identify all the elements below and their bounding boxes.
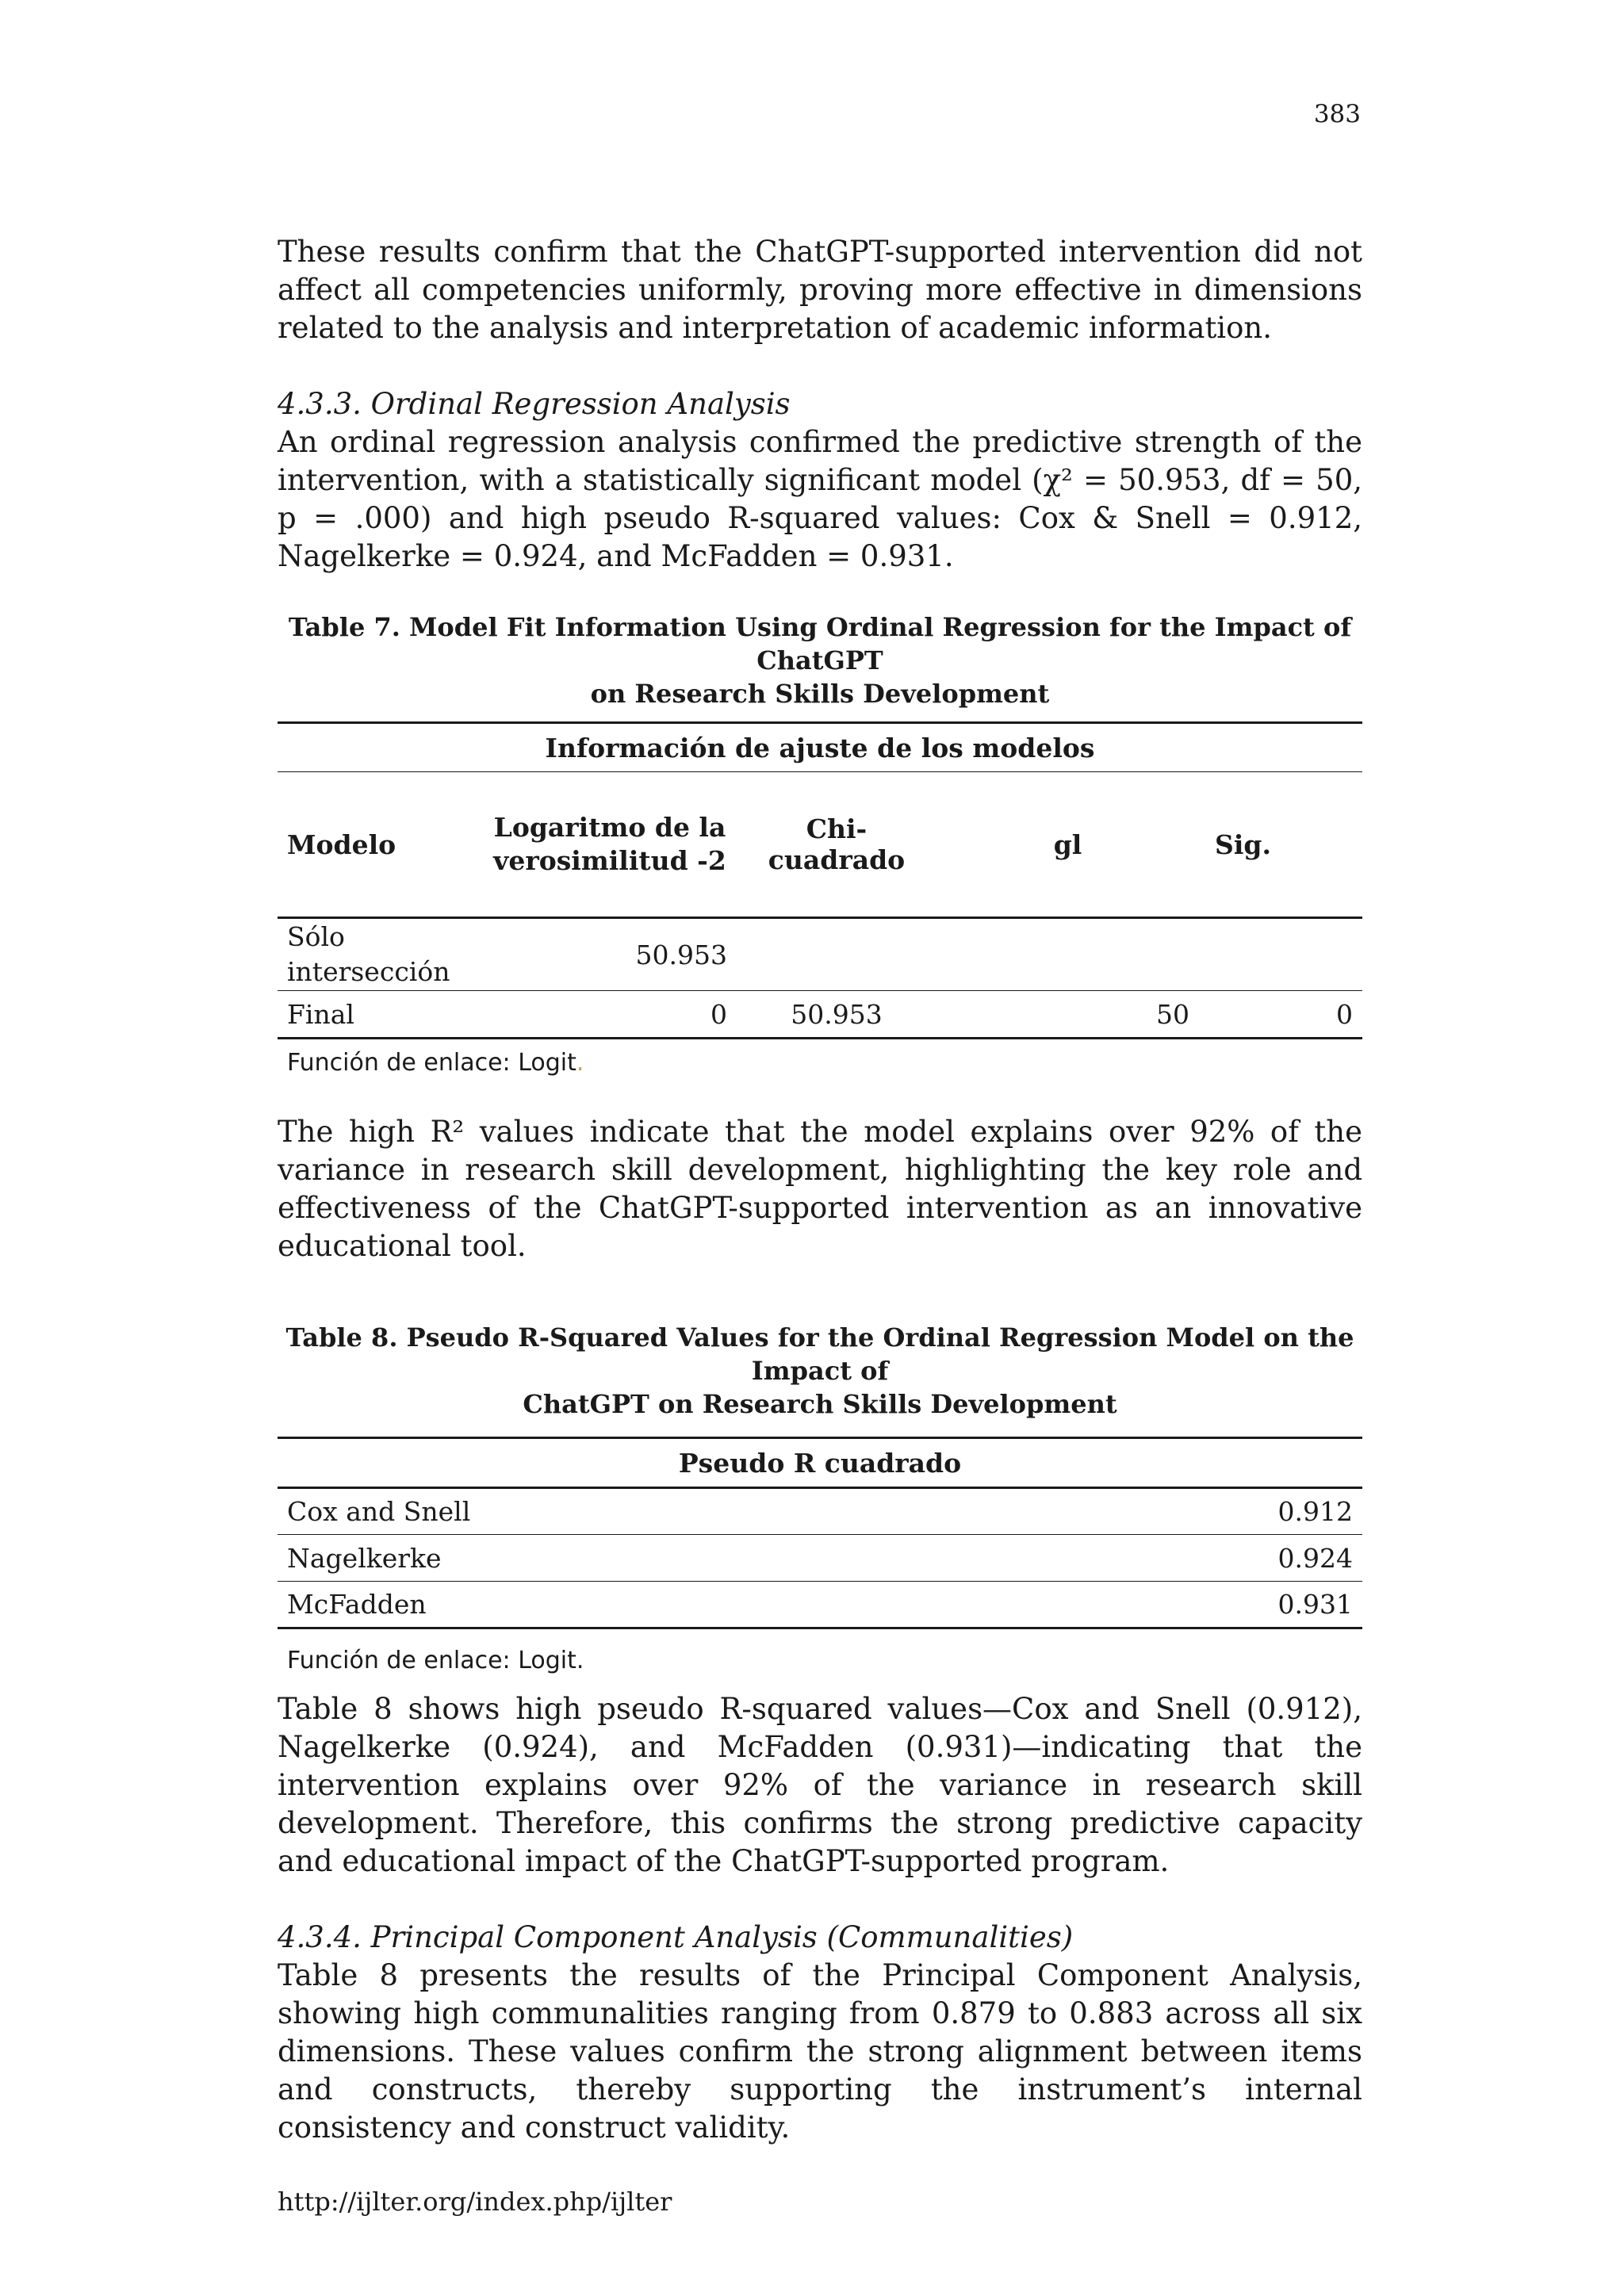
table8-cell-value: 0.912: [1277, 1496, 1353, 1527]
table7-row: [278, 918, 1362, 991]
table7-footnote-value: Logit: [518, 1049, 576, 1077]
table8-banner-row: [278, 1438, 1362, 1488]
paragraph-after-table7: The high R² values indicate that the model explains over 92% of the variance in research skill development, highlighting the key role and effectiveness of the ChatGPT-supported intervention as an innovative educational tool.: [278, 1115, 1362, 1263]
table7-header-gl: gl: [1053, 828, 1082, 860]
table8-caption-line2: ChatGPT on Research Skills Development: [523, 1389, 1117, 1419]
table7-footnote-dot: .: [576, 1049, 584, 1077]
table7-cell-sig: 0: [1336, 998, 1353, 1030]
table8: [278, 1437, 1362, 1629]
paragraph-after-table8: Table 8 shows high pseudo R-squared values—Cox and Snell (0.912), Nagelkerke (0.924), and McFadden (0.931)—indicating that the intervention explains over 92% of the variance in research skill development. Therefore, this confirms the strong predictive capacity and educational impact of the ChatGPT-supported program.: [278, 1692, 1362, 1878]
table7-row: [278, 991, 1362, 1039]
table8-row: [278, 1582, 1362, 1628]
table7-cell-gl: 50: [1156, 998, 1189, 1030]
table7-header-log-line2: verosimilitud -2: [493, 845, 726, 876]
table7-footnote-label: Función de enlace:: [287, 1049, 519, 1077]
table7-cell-modelo-line2: intersección: [287, 956, 450, 987]
table7: [278, 721, 1362, 1039]
section-heading-4-3-3: 4.3.3. Ordinal Regression Analysis: [278, 387, 791, 421]
table8-caption-line1: Table 8. Pseudo R-Squared Values for the Ordinal Regression Model on the Impact of: [285, 1322, 1354, 1386]
table7-caption-line2: on Research Skills Development: [590, 679, 1050, 709]
table7-cell-sig: [1199, 918, 1362, 991]
table8-row: [278, 1488, 1362, 1535]
table7-caption: [278, 610, 1362, 710]
table8-cell-label: McFadden: [287, 1589, 427, 1620]
table7-header-sig: Sig.: [1215, 828, 1271, 860]
table8-banner: Pseudo R cuadrado: [678, 1447, 962, 1479]
table7-cell-chi: [737, 918, 936, 991]
table8-cell-label: Nagelkerke: [287, 1542, 442, 1574]
table7-caption-line1: Table 7. Model Fit Information Using Ordinal Regression for the Impact of ChatGPT: [288, 612, 1352, 675]
table7-footnote: [287, 1049, 1362, 1077]
table7-header-log: [483, 772, 737, 918]
table8-footnote: Función de enlace: Logit.: [287, 1647, 584, 1674]
table8-caption: [278, 1321, 1362, 1421]
table8-row: [278, 1535, 1362, 1582]
table7-cell-modelo: [278, 918, 483, 991]
table7-cell-log: 0: [710, 998, 727, 1030]
table8-cell-label: Cox and Snell: [287, 1496, 471, 1527]
table7-cell-gl: [936, 918, 1199, 991]
table7-header-chi: Chi-cuadrado: [768, 813, 906, 875]
table7-header-modelo: Modelo: [287, 828, 396, 860]
table7-header-log-line1: Logaritmo de la: [493, 812, 726, 843]
footer-url: http://ijlter.org/index.php/ijlter: [278, 2187, 672, 2217]
table7-banner: Información de ajuste de los modelos: [545, 732, 1095, 763]
section-4-3-3-paragraph: An ordinal regression analysis confirmed the predictive strength of the intervention, with a statistically significant model (χ² = 50.953, df = 50, p = .000) and high pseudo R-squared values: Cox & Snell = 0.912, Nagelkerke = 0.924, and McFadden = 0.931.: [278, 425, 1362, 573]
table7-cell-modelo-line1: Sólo: [287, 921, 345, 952]
section-heading-4-3-4: 4.3.4. Principal Component Analysis (Communalities): [278, 1920, 1074, 1954]
table7-banner-row: [278, 723, 1362, 772]
table7-cell-modelo: Final: [287, 998, 354, 1030]
page-content: [278, 233, 1362, 2147]
table7-cell-chi: 50.953: [791, 998, 883, 1030]
table8-cell-value: 0.924: [1277, 1542, 1353, 1574]
table7-cell-log: 50.953: [635, 939, 727, 970]
intro-paragraph: These results confirm that the ChatGPT-supported intervention did not affect all competencies uniformly, proving more effective in dimensions related to the analysis and interpretation of academic information.: [278, 235, 1362, 345]
page-number: 383: [1313, 100, 1361, 128]
table7-header-row: [278, 772, 1362, 918]
table8-cell-value: 0.931: [1277, 1589, 1353, 1620]
section-4-3-4-paragraph: Table 8 presents the results of the Principal Component Analysis, showing high communalities ranging from 0.879 to 0.883 across all six dimensions. These values confirm the strong alignment between items and constructs, thereby supporting the instrument’s internal consistency and construct validity.: [278, 1958, 1362, 2145]
